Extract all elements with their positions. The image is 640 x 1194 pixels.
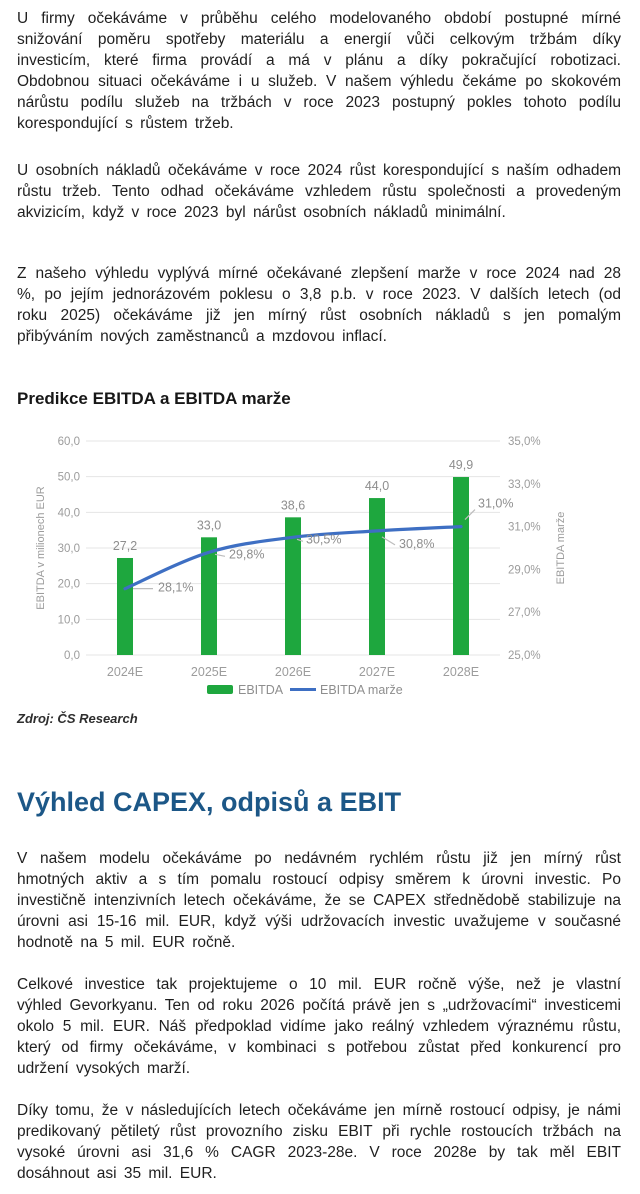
- x-axis-label: 2024E: [106, 665, 144, 679]
- section-heading: Výhled CAPEX, odpisů a EBIT: [17, 787, 402, 817]
- left-axis-tick: 30,0: [57, 543, 80, 555]
- right-axis-tick: 27,0%: [508, 607, 541, 620]
- right-axis-tick: 31,0%: [508, 521, 541, 534]
- bar-value-label: 49,9: [448, 458, 474, 473]
- intro-paragraph-2: U osobních nákladů očekáváme v roce 2024 růst korespondující s naším odhadem růstu tržeb. Tento odhad očekáváme vzhledem růstu společnosti a provedeným akvizicím, když v roce 2023 byl nárůst osobních nákladů minimální.: [17, 162, 621, 221]
- line-value-label: 30,8%: [399, 536, 435, 551]
- x-axis-label: 2028E: [442, 665, 480, 679]
- capex-paragraph-2: Celkové investice tak projektujeme o 10 mil. EUR ročně výše, než je vlastní výhled Gevorkyanu. Ten od roku 2026 počítá právě jen s „udržovacími“ investicemi okolo 5 mil. EUR. Náš předpoklad vidíme jako reálný vzhledem výraznému růstu, který od firmy očekáváme, v kombinaci s potřebou zůstat před konkurencí pro udržení vysokých marží.: [17, 976, 621, 1077]
- left-axis-tick: 10,0: [57, 614, 80, 627]
- line-value-label: 30,5%: [306, 532, 342, 547]
- ebitda-chart-svg: [0, 420, 640, 710]
- line-value-label: 28,1%: [158, 580, 194, 595]
- line-value-label: 29,8%: [229, 547, 265, 562]
- ebitda-bar-2024e: [117, 558, 133, 655]
- x-axis-label: 2026E: [274, 665, 312, 679]
- left-axis-title: EBITDA v milionech EUR: [35, 486, 47, 610]
- chart-title: Predikce EBITDA a EBITDA marže: [17, 389, 291, 408]
- source-note: Zdroj: ČS Research: [17, 711, 138, 726]
- bar-value-label: 33,0: [196, 518, 222, 533]
- capex-paragraph-3: Díky tomu, že v následujících letech očekáváme jen mírně rostoucí odpisy, je námi predikovaný pětiletý růst provozního zisku EBIT při rychle rostoucích tržbách na vysoké úrovni asi 31,6 % CAGR 2023-28e. V roce 2028e by tak měl EBIT dosáhnout asi 35 mil. EUR.: [17, 1102, 621, 1182]
- right-axis-tick: 33,0%: [508, 478, 541, 491]
- left-axis-tick: 50,0: [57, 471, 80, 484]
- right-axis-title: EBITDA marže: [555, 511, 567, 585]
- bar-value-label: 27,2: [112, 538, 138, 553]
- right-axis-tick: 35,0%: [508, 436, 541, 448]
- left-axis-tick: 0,0: [64, 650, 80, 662]
- ebitda-bar-2027e: [369, 498, 385, 655]
- intro-paragraph-1: U firmy očekáváme v průběhu celého modelovaného období postupné mírné snižování poměru spotřeby materiálu a energií vůči celkovým tržbám díky investicím, které firma provádí a má v plánu a díky pokračující robotizaci. Obdobnou situaci očekáváme i u služeb. V našem výhledu čekáme po skokovém nárůstu podílu služeb na tržbách v roce 2023 postupný pokles tohoto podílu korespondující s růstem tržeb.: [17, 10, 621, 132]
- legend-ebitda-swatch: [207, 685, 233, 694]
- x-axis-label: 2027E: [358, 665, 396, 679]
- left-axis-tick: 20,0: [57, 578, 80, 591]
- right-axis-tick: 29,0%: [508, 564, 541, 577]
- line-value-label: 31,0%: [478, 496, 514, 511]
- x-axis-label: 2025E: [190, 665, 228, 679]
- right-axis-tick: 25,0%: [508, 650, 541, 662]
- ebitda-chart: [0, 420, 640, 710]
- capex-paragraph-1: V našem modelu očekáváme po nedávném rychlém růstu již jen mírný růst hmotných aktiv a s tím pomalu rostoucí odpisy směrem k úrovni investic. Po investičně intenzivních letech očekáváme, že se CAPEX střednědobě stabilizuje na úrovni asi 15-16 mil. EUR, když výši udržovacích investic uvažujeme v současné hodnotě na 5 mil. EUR ročně.: [17, 850, 621, 951]
- legend-marze-label: EBITDA marže: [320, 683, 403, 697]
- ebitda-bar-2028e: [453, 477, 469, 655]
- bar-value-label: 44,0: [364, 479, 390, 494]
- left-axis-tick: 60,0: [57, 436, 80, 448]
- intro-paragraph-3: Z našeho výhledu vyplývá mírné očekávané zlepšení marže v roce 2024 nad 28 %, po jejím jednorázovém poklesu o 3,8 p.b. v roce 2023. V dalších letech (od roku 2025) očekáváme již jen mírný růst osobních nákladů s jen pomalým přibýváním nových zaměstnanců a mzdovou inflací.: [17, 265, 621, 345]
- left-axis-tick: 40,0: [57, 507, 80, 520]
- bar-value-label: 38,6: [280, 498, 306, 513]
- legend-ebitda-label: EBITDA: [238, 683, 284, 697]
